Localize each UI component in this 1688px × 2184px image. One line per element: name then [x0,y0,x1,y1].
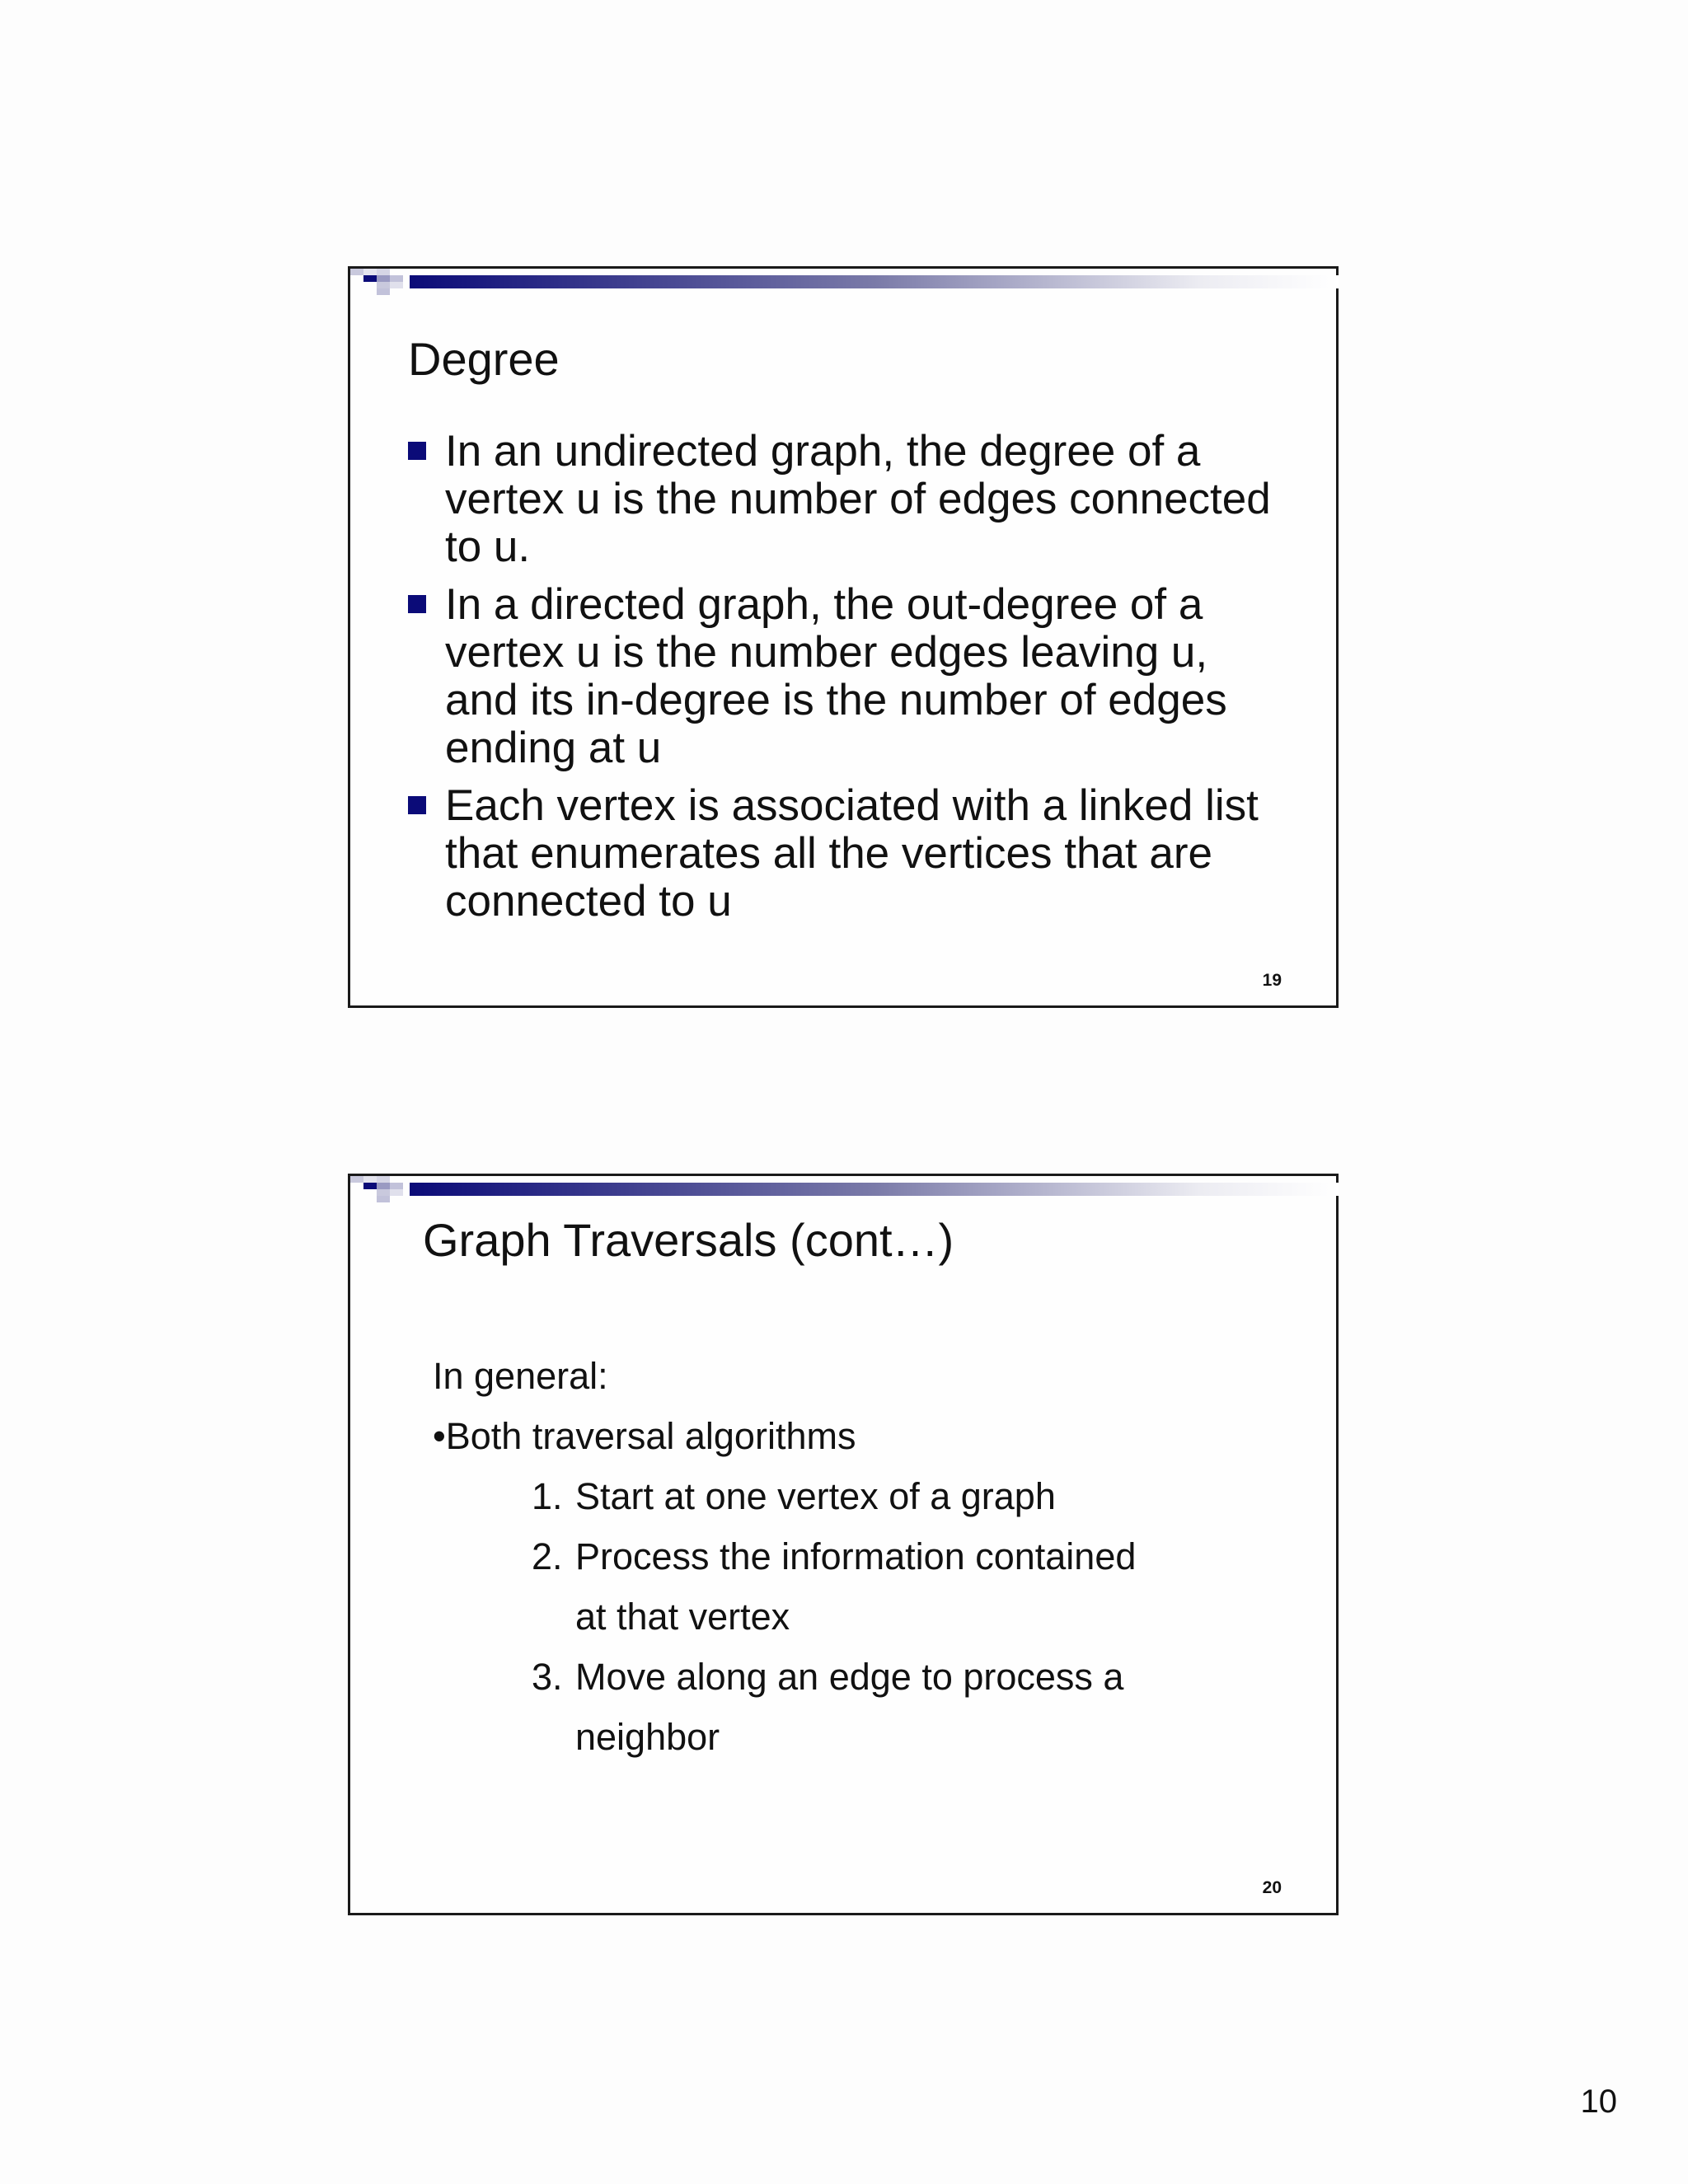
step-text: Start at one vertex of a graph [575,1475,1056,1517]
square-bullet-icon [408,796,426,814]
page-number: 10 [1580,2083,1617,2120]
slide-header-gradient-bar [350,1176,1339,1209]
step-text: Move along an edge to process a [575,1656,1124,1698]
bullet-text-line: vertex u is the number edges leaving u, [445,628,1208,677]
intro-text: In general: [433,1355,608,1397]
slide-graph-traversals [348,1174,1339,1915]
slide-title: Graph Traversals (cont…) [423,1214,954,1266]
step-number: 1. [532,1475,563,1517]
slide-degree [348,266,1339,1008]
slide-title: Degree [408,333,560,385]
slide-number: 19 [1262,971,1282,990]
square-bullet-icon [408,442,426,460]
bullet-text-line: connected to u [445,877,732,926]
step-text: Process the information contained [575,1535,1137,1577]
square-bullet-icon [408,595,426,613]
bullet-text-line: to u. [445,523,531,571]
slide-header-gradient-bar [350,269,1339,302]
bullet-item [408,782,1271,926]
bullet-list [408,428,1271,935]
step-text: neighbor [575,1716,720,1758]
bullet-item [408,428,1271,571]
subheading-text: •Both traversal algorithms [433,1415,856,1457]
bullet-item [408,581,1271,772]
bullet-text-line: vertex u is the number of edges connected [445,475,1271,523]
step-number: 2. [532,1535,563,1577]
bullet-text-line: In an undirected graph, the degree of a [445,427,1201,476]
slide-number: 20 [1262,1878,1282,1897]
step-text: at that vertex [575,1596,790,1638]
bullet-text-line: Each vertex is associated with a linked list [445,781,1259,830]
bullet-text-line: that enumerates all the vertices that are [445,829,1212,878]
bullet-text-line: In a directed graph, the out-degree of a [445,580,1203,629]
bullet-text-line: and its in-degree is the number of edges [445,676,1227,724]
step-number: 3. [532,1656,563,1698]
bullet-text-line: ending at u [445,724,662,772]
